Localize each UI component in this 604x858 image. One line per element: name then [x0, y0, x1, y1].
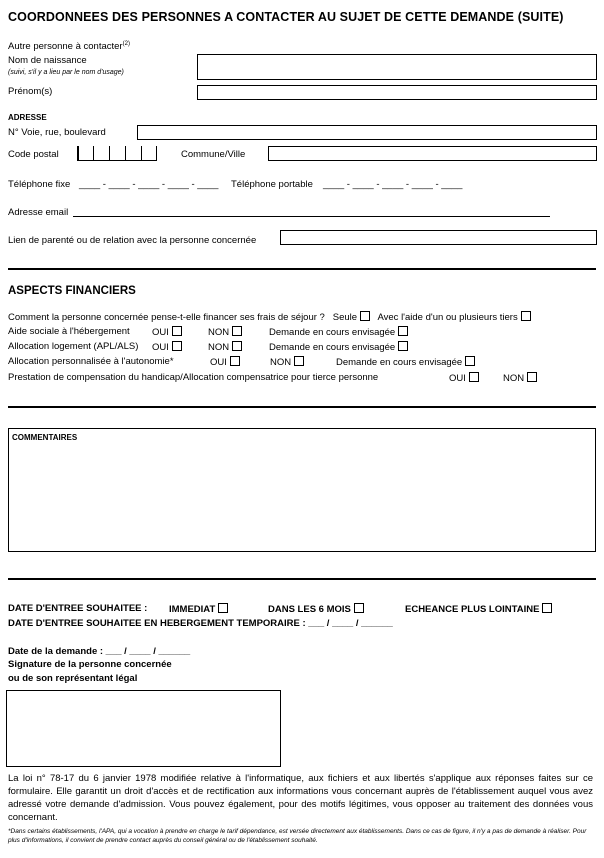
phone-fixed-field[interactable]: ____ - ____ - ____ - ____ - ____: [79, 179, 219, 190]
immediate-checkbox[interactable]: [218, 603, 228, 613]
social-aid-non: [208, 326, 242, 338]
signature-box[interactable]: [6, 690, 281, 767]
housing-allowance-oui: [152, 341, 182, 353]
later-option: [405, 603, 552, 615]
pch-non-checkbox[interactable]: [527, 372, 537, 382]
city-field[interactable]: [268, 146, 597, 161]
section-divider: [8, 268, 596, 270]
email-field[interactable]: [73, 216, 550, 217]
social-aid-oui-checkbox[interactable]: [172, 326, 182, 336]
six-months-text: DANS LES 6 MOIS: [268, 604, 351, 615]
apa-oui-text: OUI: [210, 357, 227, 368]
housing-allowance-non-text: NON: [208, 342, 230, 353]
relation-label: Lien de parenté ou de relation avec la personne concernée: [8, 235, 257, 246]
financial-title: ASPECTS FINANCIERS: [8, 285, 136, 297]
immediate-option: [169, 603, 228, 615]
apa-non-text: NON: [270, 357, 292, 368]
social-aid-non-checkbox[interactable]: [232, 326, 242, 336]
section-divider: [8, 578, 596, 580]
social-aid-oui-text: OUI: [152, 327, 169, 338]
apa-pending-checkbox[interactable]: [465, 356, 475, 366]
housing-allowance-pending-text: Demande en cours envisagée: [269, 342, 396, 353]
comments-title: COMMENTAIRES: [12, 433, 78, 442]
street-field[interactable]: [137, 125, 597, 140]
alone-label: Seule: [332, 312, 358, 323]
housing-allowance-non-checkbox[interactable]: [232, 341, 242, 351]
apa-oui-checkbox[interactable]: [230, 356, 240, 366]
apa-non: [270, 356, 304, 368]
birth-name-field[interactable]: [197, 54, 597, 80]
social-aid-pending: [269, 326, 408, 338]
later-text: ECHEANCE PLUS LOINTAINE: [405, 604, 540, 615]
phone-fixed-label: Téléphone fixe: [8, 179, 71, 190]
alone-checkbox[interactable]: [360, 311, 370, 321]
phone-mobile-label: Téléphone portable: [231, 179, 313, 190]
postal-code-label: Code postal: [8, 149, 59, 160]
social-aid-non-text: NON: [208, 327, 230, 338]
birth-name-label: Nom de naissance: [8, 55, 87, 66]
social-aid-pending-text: Demande en cours envisagée: [269, 327, 396, 338]
first-name-field[interactable]: [197, 85, 597, 100]
phone-mobile-field[interactable]: ____ - ____ - ____ - ____ - ____: [323, 179, 463, 190]
six-months-checkbox[interactable]: [354, 603, 364, 613]
housing-allowance-oui-text: OUI: [152, 342, 169, 353]
desired-entry-label: DATE D'ENTREE SOUHAITEE :: [8, 603, 148, 614]
other-person-note: (2): [122, 41, 130, 47]
signature-label-2: ou de son représentant légal: [8, 673, 138, 684]
social-aid-pending-checkbox[interactable]: [398, 326, 408, 336]
legal-notice: La loi n° 78-17 du 6 janvier 1978 modifiée relative à l'informatique, aux fichiers et aux libertés s'applique aux réponses faites sur ce formulaire. Elle garantit un droit d'accès et de rectification aux informations vous concernant auprès de l'établissement auquel vous avez adressé votre demande d'admission. Vous pouvez également, pour des motifs légitimes, vous opposer au traitement des données vous concernant.: [8, 773, 593, 823]
footnote: *Dans certains établissements, l'APA, qui a vocation à prendre en charge le tarif dépendance, est versée directement aux établissements. Dans ce cas de figure, il n'y a pas de demande à réaliser. Pour plus d'informations, il convient de prendre contact auprès du conseil général ou de l'établissement souhaité.: [8, 828, 587, 844]
apa-oui: [210, 356, 240, 368]
pch-oui: [449, 372, 479, 384]
request-date[interactable]: Date de la demande : ___ / ____ / ______: [8, 646, 191, 657]
pch-non: [503, 372, 537, 384]
financing-question-text: Comment la personne concernée pense-t-elle financer ses frais de séjour ?: [8, 312, 325, 323]
with-help-label: Avec l'aide d'un ou plusieurs tiers: [377, 312, 518, 323]
social-aid-oui: [152, 326, 182, 338]
address-title: ADRESSE: [8, 113, 47, 122]
later-checkbox[interactable]: [542, 603, 552, 613]
pch-oui-checkbox[interactable]: [469, 372, 479, 382]
postal-code-field[interactable]: [77, 146, 157, 161]
street-label: N° Voie, rue, boulevard: [8, 127, 106, 138]
temporary-entry-date[interactable]: DATE D'ENTREE SOUHAITEE EN HEBERGEMENT TEMPORAIRE : ___ / ____ / ______: [8, 618, 393, 629]
with-help-checkbox[interactable]: [521, 311, 531, 321]
pch-label: Prestation de compensation du handicap/Allocation compensatrice pour tierce personne: [8, 372, 379, 383]
page-title: COORDONNEES DES PERSONNES A CONTACTER AU SUJET DE CETTE DEMANDE (SUITE): [8, 10, 564, 24]
relation-field[interactable]: [280, 230, 597, 245]
pch-oui-text: OUI: [449, 373, 466, 384]
apa-non-checkbox[interactable]: [294, 356, 304, 366]
housing-allowance-non: [208, 341, 242, 353]
housing-allowance-pending: [269, 341, 408, 353]
section-divider: [8, 406, 596, 408]
other-person-text: Autre personne à contacter: [8, 41, 123, 53]
housing-allowance-label: Allocation logement (APL/ALS): [8, 341, 139, 352]
apa-label: Allocation personnalisée à l'autonomie*: [8, 356, 174, 367]
immediate-text: IMMEDIAT: [169, 604, 216, 615]
email-label: Adresse email: [8, 207, 69, 218]
first-name-label: Prénom(s): [8, 86, 53, 97]
social-aid-label: Aide sociale à l'hébergement: [8, 326, 130, 337]
other-person-label: [8, 41, 130, 52]
housing-allowance-oui-checkbox[interactable]: [172, 341, 182, 351]
apa-pending: [336, 356, 475, 368]
city-label: Commune/Ville: [181, 149, 246, 160]
six-months-option: [268, 603, 364, 615]
comments-box[interactable]: [8, 428, 596, 552]
birth-name-hint: (suivi, s'il y a lieu par le nom d'usage): [8, 69, 124, 76]
housing-allowance-pending-checkbox[interactable]: [398, 341, 408, 351]
pch-non-text: NON: [503, 373, 525, 384]
apa-pending-text: Demande en cours envisagée: [336, 357, 463, 368]
signature-label-1: Signature de la personne concernée: [8, 659, 172, 670]
financing-question: [8, 311, 531, 323]
